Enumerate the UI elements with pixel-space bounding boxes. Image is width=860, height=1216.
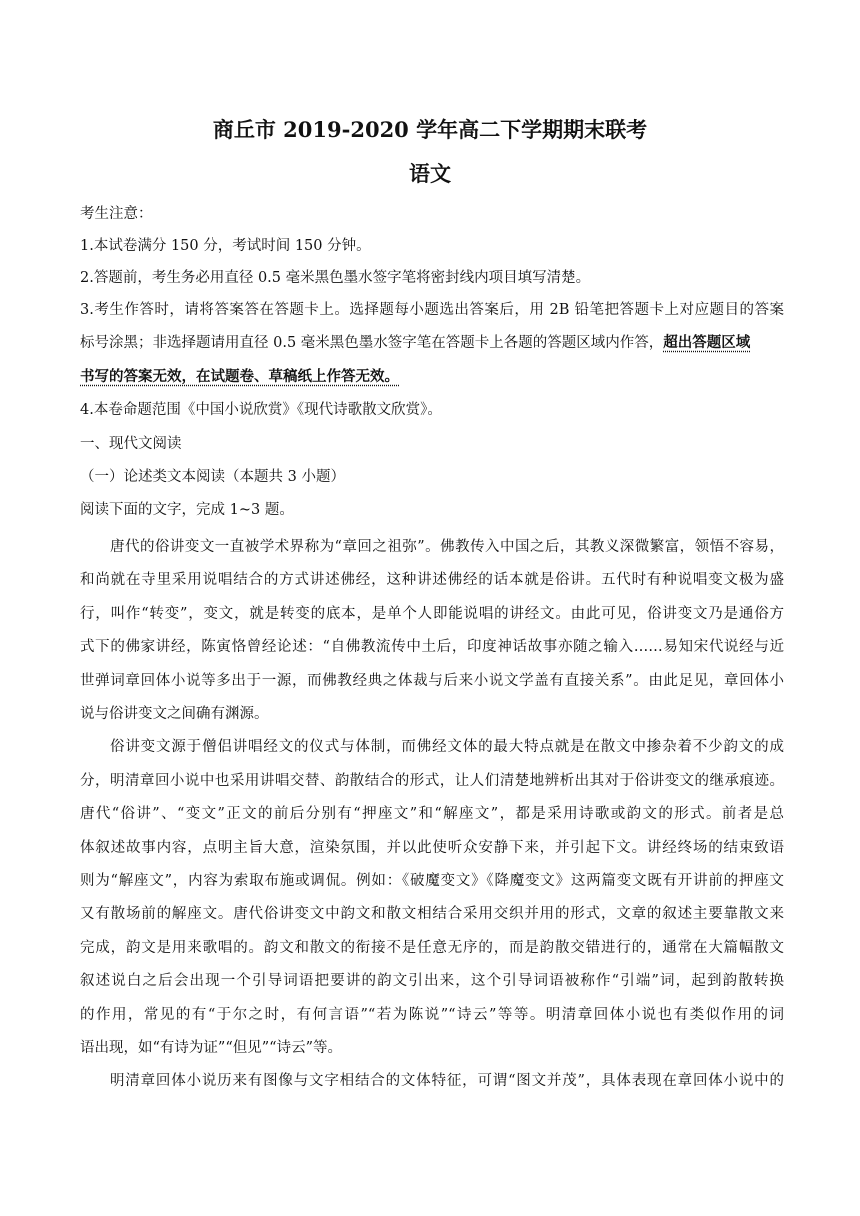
paragraph-2-line: 的作用，常见的有“于尔之时，有何言语”“若为陈说”“诗云”等等。明清章回体小说也有类似作用的词 <box>80 1006 784 1023</box>
paragraph-3-line: 明清章回体小说历来有图像与文字相结合的文体特征，可谓“图文并茂”，具体表现在章回体小说中的 <box>110 1073 784 1090</box>
paragraph-1-line: 式下的佛家讲经，陈寅恪曾经论述：“自佛教流传中土后，印度神话故事亦随之输入……易知宋代说经与近 <box>80 639 784 656</box>
paragraph-1-line: 行，叫作“转变”，变文，就是转变的底本，是单个人即能说唱的讲经文。由此可见，俗讲变文乃是通俗方 <box>80 605 784 622</box>
paragraph-2-line: 叙述说白之后会出现一个引导词语把要讲的韵文引出来，这个引导词语被称作“引端”词，起到韵散转换 <box>80 973 784 990</box>
paragraph-1-line: 世弹词章回体小说等多出于一源，而佛教经典之体裁与后来小说文学盖有直接关系”。由此足见，章回体小 <box>80 672 784 689</box>
subsection-heading: （一）论述类文本阅读（本题共 3 小题） <box>80 469 345 485</box>
paragraph-2-line: 俗讲变文源于僧侣讲唱经文的仪式与体制，而佛经文体的最大特点就是在散文中掺杂着不少韵文的成 <box>110 739 784 756</box>
paragraph-2-line: 体叙述故事内容，点明主旨大意，渲染氛围，并以此使听众安静下来，并引起下文。讲经终场的结束致语 <box>80 839 784 856</box>
paragraph-2-line: 完成，韵文是用来歌唱的。韵文和散文的衔接不是任意无序的，而是韵散交错进行的，通常在大篇幅散文 <box>80 939 784 956</box>
notice-item-2: 2.答题前，考生务必用直径 0.5 毫米黑色墨水签字笔将密封线内项目填写清楚。 <box>80 270 591 286</box>
notice-emphasis-1: 超出答题区域 <box>663 334 751 351</box>
notice-item-4: 4.本卷命题范围《中国小说欣赏》《现代诗歌散文欣赏》。 <box>80 402 442 418</box>
paragraph-2-line: 又有散场前的解座文。唐代俗讲变文中韵文和散文相结合采用交织并用的形式，文章的叙述主要靠散文来 <box>80 906 784 923</box>
paragraph-1-line: 和尚就在寺里采用说唱结合的方式讲述佛经，这种讲述佛经的话本就是俗讲。五代时有种说唱变文极为盛 <box>80 572 784 589</box>
paragraph-1-line: 唐代的俗讲变文一直被学术界称为“章回之祖弥”。佛教传入中国之后，其教义深微繁富，领悟不容易， <box>110 539 784 555</box>
paragraph-2-line: 分，明清章回小说中也采用讲唱交替、韵散结合的形式，让人们清楚地辨析出其对于俗讲变文的继承痕迹。 <box>80 772 784 789</box>
notice-emphasis-2: 书写的答案无效，在试题卷、草稿纸上作答无效。 <box>80 368 399 385</box>
notice-item-3-line-1: 3.考生作答时，请将答案答在答题卡上。选择题每小题选出答案后，用 2B 铅笔把答题卡上对应题目的答案 <box>80 302 784 318</box>
paragraph-2-line: 语出现，如“有诗为证”“但见”“诗云”等。 <box>80 1040 342 1056</box>
paragraph-1-line: 说与俗讲变文之间确有渊源。 <box>80 706 269 722</box>
instruction: 阅读下面的文字，完成 1~3 题。 <box>80 502 294 518</box>
subject-title: 语文 <box>409 161 451 186</box>
section-heading: 一、现代文阅读 <box>80 436 182 452</box>
notice-item-1: 1.本试卷满分 150 分，考试时间 150 分钟。 <box>80 238 371 254</box>
paragraph-2-line: 唐代“俗讲”、“变文”正文的前后分别有“押座文”和“解座文”，都是采用诗歌或韵文的形式。前者是总 <box>80 806 784 823</box>
notice-heading: 考生注意： <box>80 206 153 222</box>
paragraph-2-line: 则为“解座文”，内容为索取布施或调侃。例如：《破魔变文》《降魔变文》这两篇变文既有开讲前的押座文 <box>80 873 784 889</box>
exam-title: 商丘市 2019-2020 学年高二下学期期末联考 <box>212 117 648 142</box>
notice-item-3-text: 标号涂黑；非选择题请用直径 0.5 毫米黑色墨水签字笔在答题卡上各题的答题区域内作答， <box>80 335 664 351</box>
notice-item-3-line-2 <box>80 333 784 353</box>
